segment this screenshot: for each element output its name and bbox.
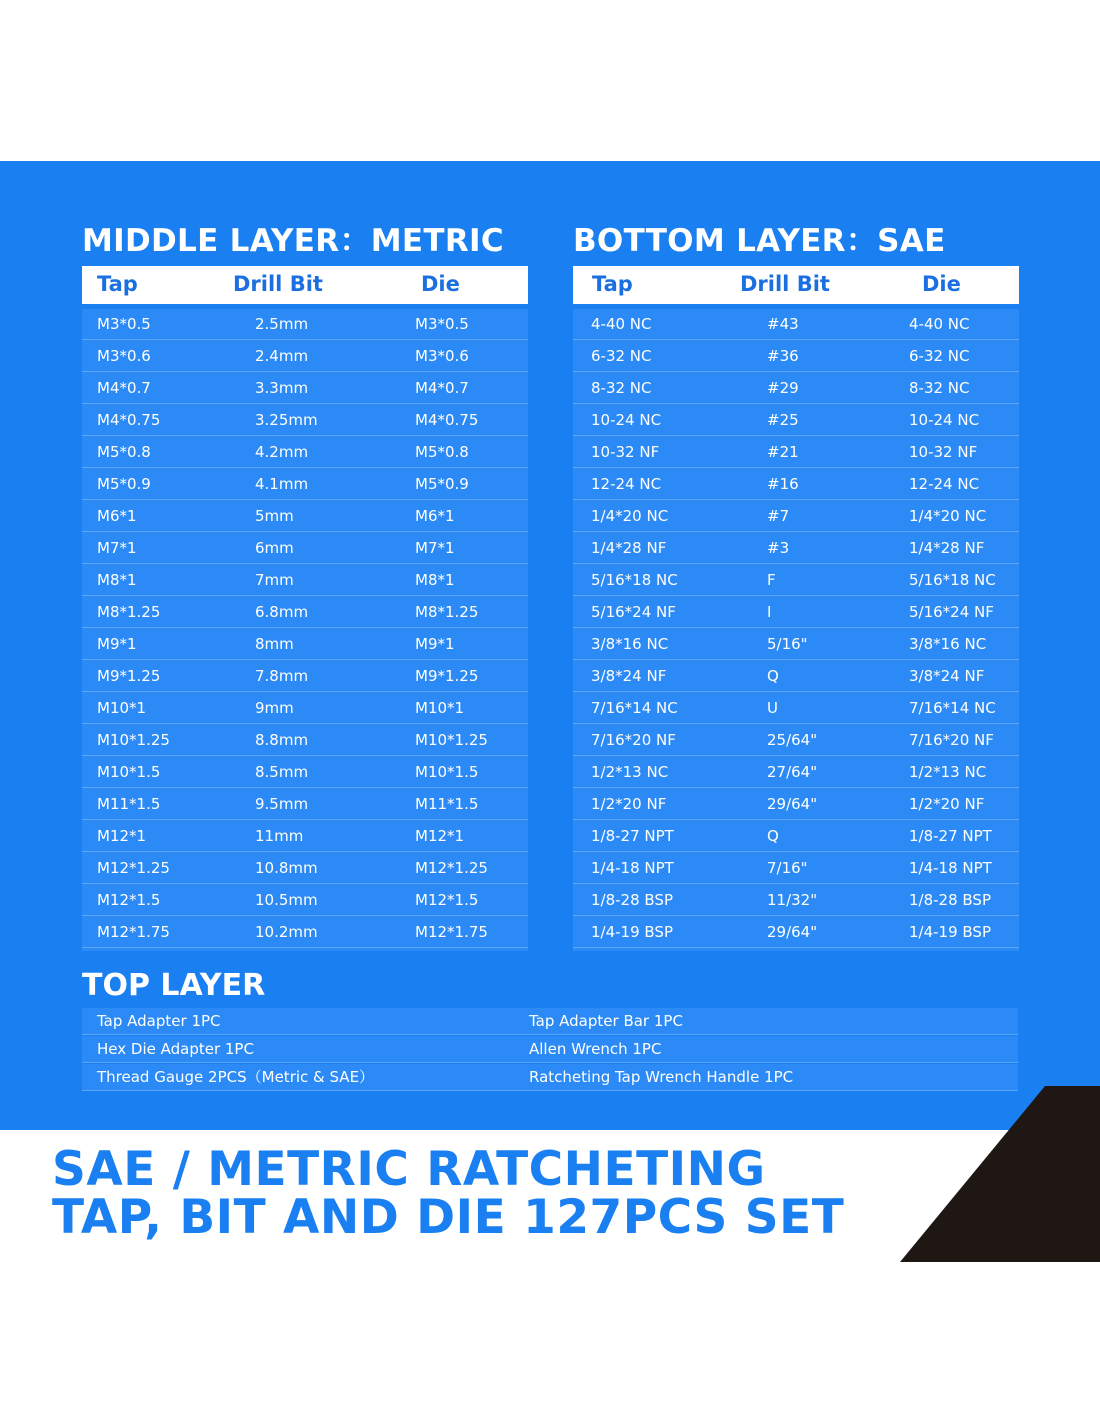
sae-drill-bit-cell: #43 bbox=[767, 315, 799, 333]
metric-die-cell: M4*0.75 bbox=[415, 411, 479, 429]
sae-drill-bit-cell: #25 bbox=[767, 411, 799, 429]
metric-table-row bbox=[82, 693, 528, 724]
metric-drill-bit-cell: 11mm bbox=[255, 827, 304, 845]
metric-die-cell: M3*0.5 bbox=[415, 315, 469, 333]
sae-drill-bit-cell: F bbox=[767, 571, 776, 589]
sae-tap-cell: 1/4-19 BSP bbox=[591, 923, 674, 941]
metric-die-cell: M10*1.5 bbox=[415, 763, 479, 781]
metric-tap-cell: M3*0.6 bbox=[97, 347, 151, 365]
sae-drill-bit-cell: #16 bbox=[767, 475, 799, 493]
sae-table-row bbox=[573, 821, 1019, 852]
top-layer-item: Tap Adapter 1PC bbox=[97, 1012, 221, 1030]
metric-tap-cell: M3*0.5 bbox=[97, 315, 151, 333]
metric-drill-bit-cell: 7mm bbox=[255, 571, 294, 589]
sae-drill-bit-cell: 27/64" bbox=[767, 763, 818, 781]
metric-table-row bbox=[82, 597, 528, 628]
top-layer-row bbox=[82, 1008, 1018, 1035]
banner-title-line-2: TAP, BIT AND DIE 127PCS SET bbox=[52, 1190, 845, 1245]
metric-drill-bit-cell: 4.2mm bbox=[255, 443, 309, 461]
metric-tap-cell: M5*0.9 bbox=[97, 475, 151, 493]
metric-tap-cell: M6*1 bbox=[97, 507, 137, 525]
top-layer-item: Ratcheting Tap Wrench Handle 1PC bbox=[529, 1068, 794, 1086]
sae-header-die: Die bbox=[922, 272, 961, 296]
sae-drill-bit-cell: 29/64" bbox=[767, 923, 818, 941]
sae-header-tap: Tap bbox=[592, 272, 633, 296]
sae-die-cell: 12-24 NC bbox=[909, 475, 980, 493]
metric-die-cell: M8*1 bbox=[415, 571, 455, 589]
metric-drill-bit-cell: 3.3mm bbox=[255, 379, 309, 397]
metric-drill-bit-cell: 6.8mm bbox=[255, 603, 309, 621]
metric-tap-cell: M11*1.5 bbox=[97, 795, 161, 813]
sae-drill-bit-cell: #36 bbox=[767, 347, 799, 365]
sae-die-cell: 3/8*24 NF bbox=[909, 667, 985, 685]
sae-table-row bbox=[573, 885, 1019, 916]
metric-table-row bbox=[82, 437, 528, 468]
sae-tap-cell: 1/4*28 NF bbox=[591, 539, 667, 557]
sae-die-cell: 5/16*24 NF bbox=[909, 603, 994, 621]
metric-tap-cell: M12*1.75 bbox=[97, 923, 170, 941]
top-layer-row bbox=[82, 1036, 1018, 1063]
metric-drill-bit-cell: 8mm bbox=[255, 635, 294, 653]
metric-drill-bit-cell: 6mm bbox=[255, 539, 294, 557]
metric-die-cell: M7*1 bbox=[415, 539, 455, 557]
sae-die-cell: 7/16*14 NC bbox=[909, 699, 996, 717]
metric-die-cell: M6*1 bbox=[415, 507, 455, 525]
metric-table-row bbox=[82, 373, 528, 404]
sae-section-title: BOTTOM LAYER：SAE bbox=[573, 223, 946, 259]
metric-die-cell: M4*0.7 bbox=[415, 379, 469, 397]
sae-die-cell: 1/2*20 NF bbox=[909, 795, 985, 813]
sae-drill-bit-cell: 29/64" bbox=[767, 795, 818, 813]
sae-tap-cell: 1/2*20 NF bbox=[591, 795, 667, 813]
sae-table-row bbox=[573, 757, 1019, 788]
sae-table-row bbox=[573, 469, 1019, 500]
metric-drill-bit-cell: 2.5mm bbox=[255, 315, 309, 333]
metric-drill-bit-cell: 10.5mm bbox=[255, 891, 318, 909]
sae-tap-cell: 6-32 NC bbox=[591, 347, 652, 365]
sae-table-row bbox=[573, 661, 1019, 692]
sae-drill-bit-cell: #21 bbox=[767, 443, 799, 461]
metric-table-row bbox=[82, 821, 528, 852]
sae-table-row bbox=[573, 533, 1019, 564]
sae-table-header bbox=[573, 266, 1019, 304]
metric-section-title: MIDDLE LAYER：METRIC bbox=[82, 223, 504, 259]
sae-tap-cell: 5/16*24 NF bbox=[591, 603, 676, 621]
sae-die-cell: 8-32 NC bbox=[909, 379, 970, 397]
metric-tap-cell: M5*0.8 bbox=[97, 443, 151, 461]
metric-table-row bbox=[82, 757, 528, 788]
sae-header-drill-bit: Drill Bit bbox=[740, 272, 830, 296]
sae-die-cell: 1/4*28 NF bbox=[909, 539, 985, 557]
sae-die-cell: 6-32 NC bbox=[909, 347, 970, 365]
metric-table-row bbox=[82, 533, 528, 564]
metric-table-row bbox=[82, 853, 528, 884]
metric-die-cell: M12*1 bbox=[415, 827, 465, 845]
metric-drill-bit-cell: 10.2mm bbox=[255, 923, 318, 941]
sae-tap-cell: 10-24 NC bbox=[591, 411, 662, 429]
metric-drill-bit-cell: 3.25mm bbox=[255, 411, 318, 429]
sae-table-row bbox=[573, 597, 1019, 628]
sae-table-row bbox=[573, 693, 1019, 724]
sae-drill-bit-cell: 7/16" bbox=[767, 859, 808, 877]
metric-table-row bbox=[82, 661, 528, 692]
metric-tap-cell: M9*1 bbox=[97, 635, 137, 653]
metric-tap-cell: M10*1.5 bbox=[97, 763, 161, 781]
top-layer-title: TOP LAYER bbox=[82, 968, 266, 1003]
sae-table-row bbox=[573, 565, 1019, 596]
top-layer-item: Thread Gauge 2PCS（Metric & SAE） bbox=[97, 1068, 375, 1086]
sae-table-row bbox=[573, 789, 1019, 820]
metric-die-cell: M12*1.5 bbox=[415, 891, 479, 909]
metric-table-row bbox=[82, 629, 528, 660]
metric-drill-bit-cell: 5mm bbox=[255, 507, 294, 525]
sae-tap-cell: 1/4*20 NC bbox=[591, 507, 669, 525]
sae-die-cell: 1/8-28 BSP bbox=[909, 891, 992, 909]
metric-die-cell: M8*1.25 bbox=[415, 603, 479, 621]
dark-corner-polygon bbox=[900, 1086, 1100, 1262]
metric-header-die: Die bbox=[421, 272, 460, 296]
sae-die-cell: 5/16*18 NC bbox=[909, 571, 996, 589]
metric-die-cell: M3*0.6 bbox=[415, 347, 469, 365]
metric-die-cell: M5*0.9 bbox=[415, 475, 469, 493]
metric-table-row bbox=[82, 469, 528, 500]
sae-die-cell: 10-24 NC bbox=[909, 411, 980, 429]
metric-tap-cell: M10*1.25 bbox=[97, 731, 170, 749]
metric-drill-bit-cell: 2.4mm bbox=[255, 347, 309, 365]
sae-tap-cell: 1/8-27 NPT bbox=[591, 827, 674, 845]
sae-tap-cell: 12-24 NC bbox=[591, 475, 662, 493]
sae-table-row bbox=[573, 725, 1019, 756]
metric-header-drill-bit: Drill Bit bbox=[233, 272, 323, 296]
sae-drill-bit-cell: 11/32" bbox=[767, 891, 818, 909]
sae-die-cell: 4-40 NC bbox=[909, 315, 970, 333]
top-layer-item: Hex Die Adapter 1PC bbox=[97, 1040, 254, 1058]
sae-table-body bbox=[573, 309, 1019, 951]
metric-table-row bbox=[82, 789, 528, 820]
sae-drill-bit-cell: I bbox=[767, 603, 772, 621]
sae-table-row bbox=[573, 309, 1019, 340]
sae-tap-cell: 4-40 NC bbox=[591, 315, 652, 333]
sae-table-row bbox=[573, 629, 1019, 660]
sae-table-row bbox=[573, 373, 1019, 404]
metric-table-row bbox=[82, 725, 528, 756]
metric-table-row bbox=[82, 885, 528, 916]
metric-table-row bbox=[82, 565, 528, 596]
metric-drill-bit-cell: 9.5mm bbox=[255, 795, 309, 813]
sae-tap-cell: 7/16*20 NF bbox=[591, 731, 676, 749]
sae-tap-cell: 1/2*13 NC bbox=[591, 763, 669, 781]
metric-tap-cell: M12*1.5 bbox=[97, 891, 161, 909]
metric-die-cell: M10*1.25 bbox=[415, 731, 488, 749]
sae-tap-cell: 10-32 NF bbox=[591, 443, 660, 461]
sae-tap-cell: 7/16*14 NC bbox=[591, 699, 678, 717]
metric-tap-cell: M12*1 bbox=[97, 827, 147, 845]
metric-die-cell: M10*1 bbox=[415, 699, 465, 717]
metric-header-tap: Tap bbox=[97, 272, 138, 296]
metric-tap-cell: M4*0.7 bbox=[97, 379, 151, 397]
sae-die-cell: 10-32 NF bbox=[909, 443, 978, 461]
metric-tap-cell: M10*1 bbox=[97, 699, 147, 717]
metric-drill-bit-cell: 8.8mm bbox=[255, 731, 309, 749]
metric-table-row bbox=[82, 341, 528, 372]
metric-tap-cell: M8*1 bbox=[97, 571, 137, 589]
metric-table-row bbox=[82, 501, 528, 532]
metric-die-cell: M9*1.25 bbox=[415, 667, 479, 685]
sae-tap-cell: 8-32 NC bbox=[591, 379, 652, 397]
top-layer-item: Tap Adapter Bar 1PC bbox=[529, 1012, 683, 1030]
top-layer-item: Allen Wrench 1PC bbox=[529, 1040, 662, 1058]
metric-die-cell: M5*0.8 bbox=[415, 443, 469, 461]
sae-die-cell: 1/4-18 NPT bbox=[909, 859, 992, 877]
metric-drill-bit-cell: 8.5mm bbox=[255, 763, 309, 781]
sae-tap-cell: 1/8-28 BSP bbox=[591, 891, 674, 909]
metric-table-header bbox=[82, 266, 528, 304]
metric-die-cell: M9*1 bbox=[415, 635, 455, 653]
metric-table-body bbox=[82, 309, 528, 951]
sae-drill-bit-cell: U bbox=[767, 699, 778, 717]
sae-tap-cell: 3/8*24 NF bbox=[591, 667, 667, 685]
metric-tap-cell: M4*0.75 bbox=[97, 411, 161, 429]
metric-die-cell: M12*1.75 bbox=[415, 923, 488, 941]
sae-die-cell: 1/4*20 NC bbox=[909, 507, 987, 525]
sae-tap-cell: 5/16*18 NC bbox=[591, 571, 678, 589]
sae-die-cell: 1/8-27 NPT bbox=[909, 827, 992, 845]
sae-die-cell: 1/4-19 BSP bbox=[909, 923, 992, 941]
banner-title-line-1: SAE / METRIC RATCHETING bbox=[52, 1142, 766, 1197]
sae-die-cell: 3/8*16 NC bbox=[909, 635, 987, 653]
sae-table-row bbox=[573, 405, 1019, 436]
sae-table-row bbox=[573, 501, 1019, 532]
sae-die-cell: 1/2*13 NC bbox=[909, 763, 987, 781]
metric-tap-cell: M12*1.25 bbox=[97, 859, 170, 877]
metric-drill-bit-cell: 10.8mm bbox=[255, 859, 318, 877]
metric-tap-cell: M7*1 bbox=[97, 539, 137, 557]
metric-die-cell: M11*1.5 bbox=[415, 795, 479, 813]
metric-drill-bit-cell: 7.8mm bbox=[255, 667, 309, 685]
sae-table-row bbox=[573, 437, 1019, 468]
metric-drill-bit-cell: 4.1mm bbox=[255, 475, 309, 493]
metric-die-cell: M12*1.25 bbox=[415, 859, 488, 877]
sae-drill-bit-cell: 5/16" bbox=[767, 635, 808, 653]
sae-drill-bit-cell: #29 bbox=[767, 379, 799, 397]
metric-tap-cell: M8*1.25 bbox=[97, 603, 161, 621]
sae-table-row bbox=[573, 341, 1019, 372]
metric-table-row bbox=[82, 309, 528, 340]
sae-tap-cell: 1/4-18 NPT bbox=[591, 859, 674, 877]
metric-drill-bit-cell: 9mm bbox=[255, 699, 294, 717]
sae-drill-bit-cell: Q bbox=[767, 667, 779, 685]
sae-drill-bit-cell: #7 bbox=[767, 507, 790, 525]
sae-tap-cell: 3/8*16 NC bbox=[591, 635, 669, 653]
sae-drill-bit-cell: #3 bbox=[767, 539, 790, 557]
sae-die-cell: 7/16*20 NF bbox=[909, 731, 994, 749]
sae-drill-bit-cell: Q bbox=[767, 827, 779, 845]
metric-table-row bbox=[82, 405, 528, 436]
metric-tap-cell: M9*1.25 bbox=[97, 667, 161, 685]
sae-table-row bbox=[573, 853, 1019, 884]
dark-corner-shape bbox=[900, 1086, 1100, 1262]
top-layer-row bbox=[82, 1064, 1018, 1091]
sae-drill-bit-cell: 25/64" bbox=[767, 731, 818, 749]
metric-table-row bbox=[82, 917, 528, 948]
sae-table-row bbox=[573, 917, 1019, 948]
